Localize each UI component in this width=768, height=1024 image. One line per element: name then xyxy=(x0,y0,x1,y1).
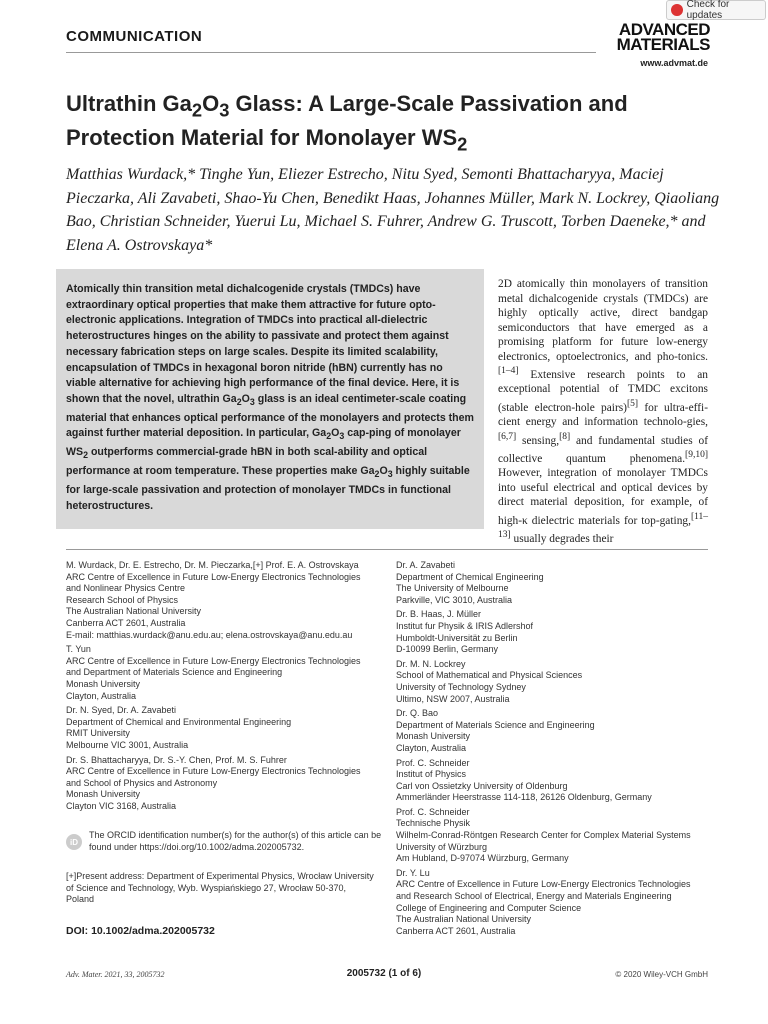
affiliation-line: ARC Centre of Excellence in Future Low-Energy Electronics Technologies xyxy=(396,879,691,890)
reference-link[interactable]: [5] xyxy=(626,398,639,409)
affiliation-line: ARC Centre of Excellence in Future Low-Energy Electronics Technologies xyxy=(66,571,361,582)
affiliation-block xyxy=(66,755,386,813)
intro-text: However, integration of monolayer TMDCs into useful electrical and optical devices by direct material deposition, for example, of high-κ dielectric materials for top-gating, xyxy=(498,467,708,527)
affiliation-block xyxy=(396,807,716,865)
affiliation-line: Humboldt-Universität zu Berlin xyxy=(396,632,518,643)
footer-citation: Adv. Mater. 2021, 33, 2005732 xyxy=(66,970,165,979)
doi-link[interactable]: DOI: 10.1002/adma.202005732 xyxy=(66,925,215,937)
affiliations-rule xyxy=(66,549,708,550)
abstract-text: Atomically thin transition metal dichalcogenide crystals (TMDCs) have extraordinary optical properties that make them attractive for future opto-electronic applications. Integration of TMDCs into practical all-dielectric heterostructures hinges on the ability to passivate and protect them against necessary fabrication steps on large scales. Despite its limited scalability, encapsulation of TMDCs in hexagonal boron nitride (hBN) currently has no viable alternative for achieving high performance of the final device. Here, it is shown that the novel, ultrathin Ga xyxy=(66,283,460,405)
affiliation-line: Dr. S. Bhattacharyya, Dr. S.-Y. Chen, Prof. M. S. Fuhrer xyxy=(66,754,287,765)
intro-text: 2D atomically thin monolayers of transition metal dichalcogenide crystals (TMDCs) are highly optically active, direct bandgap semiconductors that have emerged as a promising platform for future low-energy electronics, optoelectronics, and pho-tonics. xyxy=(498,278,708,363)
affiliation-block xyxy=(66,644,386,702)
affiliation-block xyxy=(66,560,386,641)
check-for-updates-button[interactable] xyxy=(666,0,766,20)
affiliation-line: ARC Centre of Excellence in Future Low-Energy Electronics Technologies xyxy=(66,766,361,777)
journal-logo xyxy=(600,22,710,52)
affiliation-line: Melbourne VIC 3001, Australia xyxy=(66,739,189,750)
affiliation-line: and Research School of Electrical, Energy and Materials Engineering xyxy=(396,891,672,902)
affiliation-line: School of Mathematical and Physical Sciences xyxy=(396,670,583,681)
affiliation-line: Canberra ACT 2601, Australia xyxy=(66,617,186,628)
affiliation-block xyxy=(66,705,386,751)
intro-text: and fundamental studies of collective quantum phenomena. xyxy=(498,434,708,465)
abstract-text: glass is an ideal centimeter-scale coating material that enhances optical performance of the monolayers and protects them against further material deposition. In particular, Ga xyxy=(66,392,474,440)
affiliation-line: Research School of Physics xyxy=(66,594,179,605)
affiliation-line: Parkville, VIC 3010, Australia xyxy=(396,594,513,605)
section-label: COMMUNICATION xyxy=(66,28,203,45)
affiliation-line: Dr. B. Haas, J. Müller xyxy=(396,609,482,620)
author-list: Matthias Wurdack,* Tinghe Yun, Eliezer Estrecho, Nitu Syed, Semonti Bhattacharyya, Maciej Pieczarka, Ali Zavabeti, Shao-Yu Chen, Benedikt Haas, Johannes Müller, Mark N. Lockrey, Qiaoliang Bao, Christian Schneider, Yuerui Lu, Michael S. Fuhrer, Andrew G. Truscott, Torben Daeneke,* and Elena A. Ostrovskaya* xyxy=(66,166,720,254)
affiliation-line: D-10099 Berlin, Germany xyxy=(396,644,499,655)
affiliation-block xyxy=(396,708,716,754)
title-sub: 2 xyxy=(457,133,468,155)
footer-page-number: 2005732 (1 of 6) xyxy=(346,968,422,979)
affiliation-line: Institut fur Physik & IRIS Adlershof xyxy=(396,620,534,631)
affiliation-line: University of Technology Sydney xyxy=(396,681,526,692)
abstract-sub: 2 xyxy=(236,397,242,408)
affiliation-line: Department of Chemical Engineering xyxy=(396,571,544,582)
affiliation-block xyxy=(396,560,716,606)
abstract-text: O xyxy=(331,427,340,440)
abstract-sub: 2 xyxy=(326,431,332,442)
affiliation-line: Monash University xyxy=(66,789,141,800)
abstract-box xyxy=(56,269,484,529)
affiliation-line: College of Engineering and Computer Science xyxy=(396,902,582,913)
journal-logo-line1: ADVANCED xyxy=(618,20,710,39)
affiliation-line: Wilhelm-Conrad-Röntgen Research Center for Complex Material Systems xyxy=(396,830,691,841)
abstract-sub: 2 xyxy=(374,469,380,480)
affiliation-line: Monash University xyxy=(396,731,471,742)
affiliation-line: and Department of Materials Science and Engineering xyxy=(66,667,283,678)
title-part: Ultrathin Ga xyxy=(66,91,192,116)
present-address-note: [+]Present address: Department of Experimental Physics, Wrocław University of Science and Technology, Wyb. Wyspiańskiego 27, Wrocław 50-370, Poland xyxy=(66,871,374,905)
affiliation-line: Clayton VIC 3168, Australia xyxy=(66,800,177,811)
abstract-text: outperforms commercial-grade hBN in both scal-ability and optical performance at room temperature. These properties make Ga xyxy=(66,446,428,478)
abstract-text: highly suitable for large-scale passivation and protection of monolayer TMDCs in functional heterostructures. xyxy=(66,465,470,512)
affiliation-line: Ultimo, NSW 2007, Australia xyxy=(396,693,510,704)
reference-link[interactable]: [9,10] xyxy=(685,449,708,460)
intro-text: usually degrades their xyxy=(510,532,614,545)
footer-copyright: © 2020 Wiley-VCH GmbH xyxy=(615,970,708,979)
affiliation-line: Clayton, Australia xyxy=(396,742,467,753)
affiliation-line: Technische Physik xyxy=(396,818,471,829)
affiliation-line: Dr. A. Zavabeti xyxy=(396,560,456,570)
affiliation-line: Dr. M. N. Lockrey xyxy=(396,658,466,669)
affiliation-line: Institut of Physics xyxy=(396,769,467,780)
affiliation-line: Dr. Y. Lu xyxy=(396,867,430,878)
affiliation-line: E-mail: matthias.wurdack@anu.edu.au; elena.ostrovskaya@anu.edu.au xyxy=(66,629,353,640)
journal-logo-line2: MATERIALS xyxy=(616,35,710,54)
affiliation-block xyxy=(396,659,716,705)
affiliations-left xyxy=(66,560,386,815)
affiliation-line: The Australian National University xyxy=(396,914,532,925)
intro-text: for ultra-effi-cient energy and information technolo-gies, xyxy=(498,401,708,429)
affiliation-line: T. Yun xyxy=(66,644,91,655)
affiliations-right xyxy=(396,560,716,940)
abstract-sub: 3 xyxy=(387,469,393,480)
affiliation-line: Ammerländer Heerstrasse 114-118, 26126 Oldenburg, Germany xyxy=(396,792,652,803)
reference-link[interactable]: [6,7] xyxy=(498,431,517,442)
abstract-sub: 3 xyxy=(249,397,255,408)
affiliation-line: RMIT University xyxy=(66,728,130,739)
affiliation-line: Clayton, Australia xyxy=(66,690,137,701)
affiliation-line: Monash University xyxy=(66,678,141,689)
article-title xyxy=(66,90,686,159)
affiliation-block xyxy=(396,758,716,804)
title-part: Glass: A Large-Scale Passivation and Protection Material for Monolayer WS xyxy=(66,91,628,151)
journal-url[interactable]: www.advmat.de xyxy=(640,58,708,68)
affiliation-line: ARC Centre of Excellence in Future Low-Energy Electronics Technologies xyxy=(66,655,361,666)
affiliation-line: and School of Physics and Astronomy xyxy=(66,777,218,788)
affiliation-line: Am Hubland, D-97074 Würzburg, Germany xyxy=(396,853,569,864)
title-sub: 3 xyxy=(219,99,230,121)
affiliation-line: Carl von Ossietzky University of Oldenburg xyxy=(396,780,568,791)
affiliation-line: The University of Melbourne xyxy=(396,583,509,594)
check-updates-icon xyxy=(671,4,683,16)
affiliation-line: University of Würzburg xyxy=(396,841,488,852)
affiliation-line: Prof. C. Schneider xyxy=(396,757,470,768)
affiliation-block xyxy=(396,609,716,655)
affiliation-block xyxy=(396,868,716,938)
intro-text: Extensive research points to an exceptional potential of TMDC excitons (stable electron-hole pairs) xyxy=(498,368,708,414)
title-sub: 2 xyxy=(191,99,203,121)
reference-link[interactable]: [1–4] xyxy=(498,366,519,376)
affiliation-line: Dr. N. Syed, Dr. A. Zavabeti xyxy=(66,705,177,716)
affiliation-line: and Nonlinear Physics Centre xyxy=(66,583,186,594)
title-part: O xyxy=(202,91,220,116)
orcid-icon[interactable]: iD xyxy=(66,834,82,850)
abstract-sub: 3 xyxy=(339,431,345,442)
intro-text: sensing, xyxy=(516,434,560,447)
affiliation-line: Canberra ACT 2601, Australia xyxy=(396,925,516,936)
abstract-text: O xyxy=(241,392,250,405)
reference-link[interactable]: [8] xyxy=(559,431,571,442)
abstract-sub: 2 xyxy=(83,450,88,461)
orcid-note: The ORCID identification number(s) for the author(s) of this article can be found under https://doi.org/10.1002/adma.202005732. xyxy=(89,830,382,852)
affiliation-line: Dr. Q. Bao xyxy=(396,708,439,719)
affiliation-line: M. Wurdack, Dr. E. Estrecho, Dr. M. Pieczarka,[+] Prof. E. A. Ostrovskaya xyxy=(66,560,359,570)
intro-column xyxy=(498,277,708,546)
header-rule xyxy=(66,52,596,53)
affiliation-line: Department of Chemical and Environmental Engineering xyxy=(66,716,292,727)
abstract-text: cap-ping of monolayer WS xyxy=(66,427,461,459)
check-updates-label: Check for updates xyxy=(686,0,730,21)
abstract-text: O xyxy=(379,465,388,478)
reference-link[interactable]: [11–13] xyxy=(498,511,708,540)
affiliation-line: The Australian National University xyxy=(66,606,202,617)
affiliation-line: Department of Materials Science and Engineering xyxy=(396,719,595,730)
affiliation-line: Prof. C. Schneider xyxy=(396,806,470,817)
